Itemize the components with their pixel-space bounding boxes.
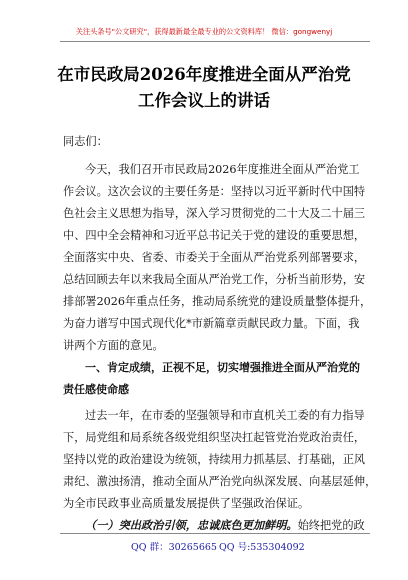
body-line: 今天，我们召开市民政局2026年度推进全面从严治党工: [85, 163, 360, 176]
subsection-line: [85, 519, 365, 533]
body-line: 作会议。这次会议的主要任务是：坚持以习近平新时代中国特: [63, 185, 366, 198]
title-line-1: 在市民政局2026年度推进全面从严治党: [57, 65, 351, 84]
body-line: 为奋力谱写中国式现代化*市新篇章贡献民政力量。下面，我: [63, 317, 360, 330]
subsection-heading: （一）突出政治引领，忠诚底色更加鲜明。: [85, 519, 298, 532]
subsection-text: 始终把党的政: [297, 519, 365, 532]
body-line: 全面落实中央、省委、市委关于全面从严治党系列部署要求，: [63, 251, 366, 264]
salutation: 同志们：: [63, 135, 108, 148]
body-line: 中、四中全会精神和习近平总书记关于党的建设的重要思想，: [63, 229, 366, 242]
body-line: 色社会主义思想为指导，深入学习贯彻党的二十大及二十届三: [63, 207, 366, 220]
document-title: [0, 62, 408, 114]
body-line: 排部署2026年重点任务，推动局系统党的建设质量整体提升，: [63, 295, 372, 308]
title-line-2: 工作会议上的讲话: [138, 91, 270, 110]
header-notice: 关注头条号"公文研究"，获得最新最全最专业的公文资料库！ 微信：gongwenyj: [75, 27, 333, 36]
footer-qq-number: QQ 号:535304092: [219, 542, 305, 553]
body-line: 过去一年，在市委的坚强领导和市直机关工委的有力指导: [85, 409, 365, 422]
body-line: 坚持以党的政治建设为统领，持续用力抓基层、打基础，正风: [63, 453, 366, 466]
footer-qq-group: QQ 群：30265665: [131, 542, 217, 553]
body-line: 总结回顾去年以来我局全面从严治党工作，分析当前形势，安: [63, 273, 366, 286]
section-heading: 一、肯定成绩，正视不足，切实增强推进全面从严治党的: [85, 361, 360, 374]
body-line: 肃纪、激浊扬清，推动全面从严治党向纵深发展、向基层延伸，: [63, 475, 377, 488]
body-line: 为全市民政事业高质量发展提供了坚强政治保证。: [63, 497, 310, 510]
header-divider: [60, 41, 370, 42]
body-line: 下，局党组和局系统各级党组织坚决扛起管党治党政治责任，: [63, 431, 366, 444]
section-heading-cont: 责任感使命感: [63, 383, 129, 396]
body-line: 讲两个方面的意见。: [63, 339, 164, 352]
footer-divider: [60, 533, 370, 534]
